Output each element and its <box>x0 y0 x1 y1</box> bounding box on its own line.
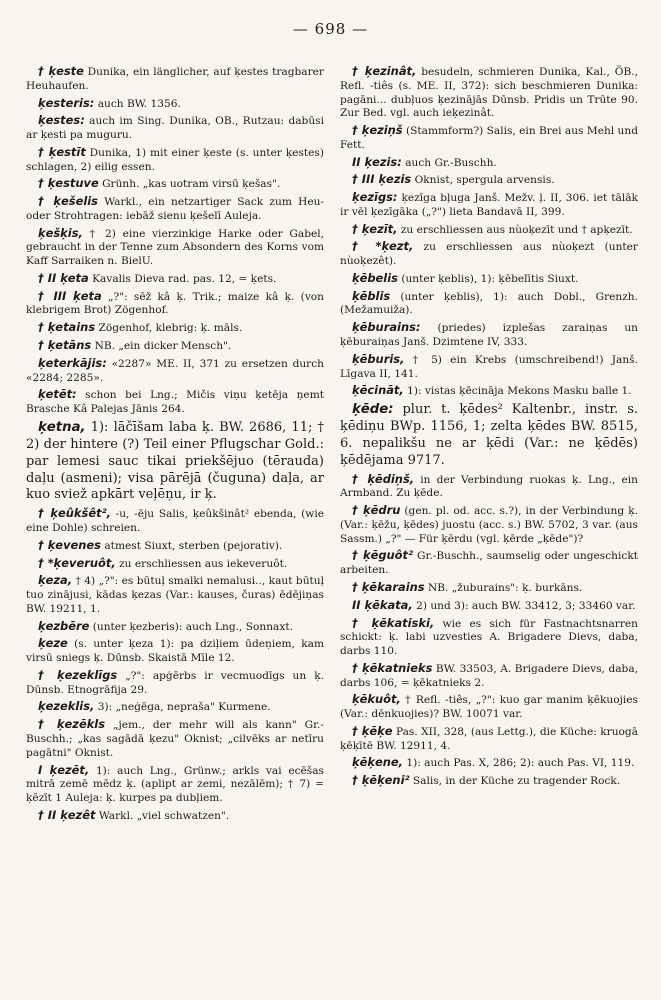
entry-headword: ķēde: <box>352 402 394 418</box>
entry-definition: besudeln, schmieren Dunika, Kal., ÖB., Refl. -tiês (s. ME. II, 372): sich beschmieren Dunika: pagāni... dubļuos ķezinājās Dūnsb. Pridis un Trūte 90. Zur Bed. vgl. auch ieķezinât. <box>340 66 638 120</box>
entry-headword: ķēķene, <box>352 755 403 770</box>
entry-headword: † ķetāns <box>38 338 92 353</box>
dictionary-entry <box>26 619 324 635</box>
entry-definition: † 2) eine vierzinkige Harke oder Gabel, gebraucht in der Tenne zum Absondern des Korns vom Kaff Sarraiken n. BielU. <box>26 227 324 268</box>
dictionary-entry <box>340 580 638 596</box>
entry-definition: (priedes) izplešas zaraiņas un ķēburaiņas Janš. Dzimtene IV, 333. <box>340 322 638 349</box>
entry-definition: † 5) ein Krebs (umschreibend!) Janš. Līgava II, 141. <box>340 353 638 380</box>
entry-headword: I ķezēt, <box>38 762 90 777</box>
dictionary-entry <box>26 145 324 175</box>
dictionary-entry <box>340 172 638 188</box>
entry-headword: † ķēguôt² <box>352 548 414 563</box>
dictionary-entry <box>26 96 324 112</box>
dictionary-entry <box>26 387 324 417</box>
entry-definition: Pas. XII, 328, (aus Lettg.), die Küche: kruogā ķēķītē BW. 12911, 4. <box>340 725 638 752</box>
entry-definition: Oknist, spergula arvensis. <box>411 174 555 187</box>
entry-headword: † ķestīt <box>38 144 86 159</box>
entry-definition: Warkl., ein netzartiger Sack zum Heu- oder Strohtragen: iebāž sienu ķešelī Auleja. <box>26 196 324 222</box>
entry-definition: auch BW. 1356. <box>94 97 181 110</box>
dictionary-entry <box>26 699 324 715</box>
dictionary-entry <box>340 352 638 382</box>
entry-headword: ķēkuôt, <box>352 692 401 707</box>
dictionary-entry <box>340 123 638 153</box>
entry-headword: ķeze <box>38 636 68 651</box>
dictionary-entry <box>26 506 324 536</box>
dictionary-entry <box>340 289 638 319</box>
entry-headword: † ķēdiņš, <box>352 471 415 486</box>
entry-headword: † ķēkatnieks <box>352 660 433 675</box>
entry-definition: Warkl. „viel schwatzen". <box>95 809 230 822</box>
entry-definition: 3): „neģēga, nepraša" Kurmene. <box>94 701 271 714</box>
entry-headword: † II ķezêt <box>38 807 96 822</box>
entry-definition: atmest Siuxt, sterben (pejorativ). <box>101 539 283 552</box>
entry-headword: † ķēķeni² <box>352 773 410 788</box>
entry-headword: † ķēdru <box>352 503 401 518</box>
dictionary-entry <box>26 573 324 616</box>
dictionary-entry <box>26 808 324 824</box>
entry-definition: 1): auch Lng., Grünw.; arkls vai ecēšas mitrā zemē mēdz ķ. (aplipt ar zemi, nezālēm); † 7) = ķēzīt 1 Auleja: ķ. kurpes pa dubļiem. <box>26 764 324 805</box>
dictionary-entry <box>26 717 324 760</box>
entry-definition: † Refl. -tiês, „?": kuo gar manim ķēkuojies (Var.: dēnkuojies)? BW. 10071 var. <box>340 694 638 721</box>
dictionary-entry <box>26 271 324 287</box>
entry-definition: (unter ķezberis): auch Lng., Sonnaxt. <box>89 620 293 633</box>
entry-definition: Gr.-Buschh., saumselig oder ungeschickt arbeiten. <box>340 550 638 577</box>
entry-definition: „?": apģērbs ir vecmuodīgs un ķ. Dūnsb. Etnogrāfija 29. <box>26 669 324 696</box>
entry-definition: 1): lāčīšam laba ķ. BW. 2686, 11; † 2) der hintere (?) Teil einer Pflugschar Gold.: par lemesi sauc tikai priekšējuo (tērauda) daļu (asmeni); visa pārējā (čuguna) daļa, ar kuo sviež apkārt veļēņu, ir ķ. <box>26 419 324 503</box>
entry-headword: ķeterkājis: <box>38 355 107 370</box>
entry-headword: † ķezinât, <box>352 64 417 78</box>
dictionary-entry <box>340 755 638 771</box>
entry-definition: schon bei Lng.; Mičis viņu ķetēja ņemt Brasche Kâ Palejas Jānis 264. <box>26 389 324 416</box>
dictionary-entry <box>340 598 638 614</box>
dictionary-entry <box>26 356 324 386</box>
entry-headword: † ķeûkšêt², <box>38 506 111 521</box>
dictionary-entry <box>26 338 324 354</box>
entry-headword: † III ķeta <box>38 288 102 303</box>
entry-headword: ķestes: <box>38 113 85 128</box>
entry-headword: † ķezeklīgs <box>38 667 118 682</box>
entry-headword: † *ķeveruôt, <box>38 555 116 570</box>
entry-definition: Kavalis Dieva rad. pas. 12, = ķets. <box>88 272 277 285</box>
entry-headword: ķeza, <box>38 573 73 588</box>
dictionary-entry <box>340 383 638 399</box>
entry-definition: Salis, in der Küche zu tragender Rock. <box>409 775 621 788</box>
entry-headword: ķēbelis <box>352 270 398 285</box>
entry-headword: ķezīgs: <box>352 190 398 205</box>
entry-definition: 1): vistas ķēcināja Mekons Masku balle 1. <box>403 385 632 398</box>
entry-headword: ķešķis, <box>38 225 83 240</box>
dictionary-entry <box>26 636 324 666</box>
entry-headword: † ķēķe <box>352 723 393 738</box>
entry-definition: «2287» ME. II, 371 zu ersetzen durch «2284; 2285». <box>26 357 324 384</box>
entry-headword: ķetna, <box>38 419 86 435</box>
dictionary-entry <box>26 419 324 504</box>
entry-headword: † ķestuve <box>38 176 99 191</box>
entry-definition: (Stammform?) Salis, ein Brei aus Mehl und Fett. <box>340 125 638 151</box>
entry-definition: NB. „žuburains": ķ. burkāns. <box>424 582 583 594</box>
entry-definition: ķezīga bļuga Janš. Mežv. ļ. II, 306. iet tālāk ir vēl ķezīgāka („?") lieta Bandavā II, 399. <box>340 192 638 218</box>
dictionary-entry <box>26 763 324 806</box>
entry-headword: † *ķezt, <box>352 239 414 254</box>
dictionary-entry <box>340 661 638 691</box>
entry-headword: II ķezis: <box>352 154 402 169</box>
dictionary-entry <box>340 503 638 546</box>
page-number: — 698 — <box>292 20 369 38</box>
entry-definition: auch im Sing. Dunika, OB., Rutzau: dabūsi ar ķesti pa muguru. <box>26 115 324 142</box>
entry-headword: † ķetains <box>38 320 96 335</box>
dictionary-entry <box>26 176 324 192</box>
dictionary-entry <box>26 289 324 319</box>
entry-headword: † ķeste <box>38 64 84 78</box>
dictionary-entry <box>340 548 638 578</box>
entry-definition: -u, -ēju Salis, ķeûkšinât² ebenda, (wie eine Dohle) schreien. <box>26 508 324 535</box>
entry-headword: † ķešelis <box>38 194 98 209</box>
dictionary-entry <box>340 616 638 659</box>
left-column <box>26 64 324 989</box>
entry-headword: ķetēt: <box>38 387 77 402</box>
entry-definition: plur. t. ķēdes² Kaltenbr., instr. s. ķēdiņu BWp. 1156, 1; zelta ķēdes BW. 8515, 6. nepalikšu ne ar ķēdi (Var.: ne ķēdēs) ķēdējama 9717. <box>340 402 638 468</box>
entry-definition: Dunika, ein länglicher, auf ķestes tragbarer Heuhaufen. <box>26 66 324 92</box>
entry-headword: ķēcināt, <box>352 383 404 398</box>
entry-headword: ķēblis <box>352 288 391 303</box>
entry-definition: „jem., der mehr will als kann" Gr.-Buschh.; „kas sagādā ķezu" Oknist; „cilvēks ar netīru pagātni" Oknist. <box>26 719 324 759</box>
right-column <box>340 64 638 989</box>
entry-headword: ķēburains: <box>352 320 421 335</box>
dictionary-entry <box>340 773 638 789</box>
entry-definition: Zögenhof, klebrig: ķ. māls. <box>95 322 243 335</box>
dictionary-entry <box>340 401 638 470</box>
entry-definition: auch Gr.-Buschh. <box>401 156 497 169</box>
dictionary-entry <box>26 668 324 698</box>
entry-headword: ķēburis, <box>352 351 405 366</box>
dictionary-entry <box>340 64 638 121</box>
entry-headword: † III ķezis <box>352 172 412 187</box>
dictionary-entry <box>26 226 324 269</box>
entry-definition: (gen. pl. od. acc. s.?), in der Verbindung ķ. (Var.: ķēžu, ķēdes) juostu (acc. s.) BW. 5702, 3 var. (aus Sassm.) „?" — Für ķērdu (vgl. ķērde „ķēde")? <box>340 505 638 545</box>
entry-definition: 1): auch Pas. X, 286; 2): auch Pas. VI, 119. <box>402 757 635 770</box>
entry-definition: „?": sēž kâ ķ. Trik.; maize kâ ķ. (von klebrigem Brot) Zögenhof. <box>26 290 324 317</box>
entry-headword: † ķēkatiski, <box>352 615 435 630</box>
entry-definition: Grünh. „kas uotram virsū ķešas". <box>98 178 281 191</box>
entry-definition: (unter ķeblis), 1): auch Dobl., Grenzh. (Mežamuiža). <box>340 290 638 317</box>
dictionary-entry <box>340 472 638 502</box>
entry-headword: ķezbēre <box>38 618 90 633</box>
entry-headword: † II ķeta <box>38 270 89 285</box>
entry-definition: in der Verbindung ruokas ķ. Lng., ein Armband. Zu ķēde. <box>340 473 638 500</box>
dictionary-entry <box>26 320 324 336</box>
dictionary-entry <box>26 194 324 224</box>
entry-definition: zu erschliessen aus iekeveruôt. <box>115 557 288 570</box>
entry-definition: NB. „ein dicker Mensch". <box>91 340 232 353</box>
entry-headword: ķesteris: <box>38 95 95 110</box>
entry-headword: † ķezēkls <box>38 717 106 732</box>
dictionary-entry <box>340 155 638 171</box>
entry-headword: II ķēkata, <box>352 597 413 612</box>
entry-definition: † 4) „?": es būtuļ smalki nemalusi.., kaut būtuļ tuo zinājusi, kādas ķezas (Var.: kauses, čuras) ēdējiņas BW. 19211, 1. <box>26 575 324 615</box>
entry-headword: † ķeziņš <box>352 123 403 138</box>
dictionary-entry <box>26 64 324 94</box>
dictionary-entry <box>340 239 638 269</box>
entry-definition: wie es sich für Fastnachtsnarren schickt: ķ. labi uzvesties A. Brigadere Dievs, daba, darbs 110. <box>340 617 638 658</box>
dictionary-entry <box>340 190 638 220</box>
entry-headword: † ķezīt, <box>352 221 398 236</box>
entry-definition: BW. 33503, A. Brigadere Dievs, daba, darbs 106, = ķēkatnieks 2. <box>340 662 638 689</box>
entry-definition: Dunika, 1) mit einer ķeste (s. unter ķestes) schlagen, 2) eilig essen. <box>26 146 324 173</box>
entry-definition: (s. unter ķeza 1): pa dziļiem ūdeņiem, kam virsū sniegs ķ. Dūnsb. Skaistā Mīle 12. <box>26 638 324 665</box>
entry-definition: zu erschliessen aus nùoķezīt und † apķezīt. <box>397 223 633 236</box>
dictionary-entry <box>26 556 324 572</box>
entry-definition: zu erschliessen aus nùoķezt (unter nùoķezêt). <box>340 241 638 268</box>
dictionary-entry <box>340 724 638 754</box>
entry-headword: † ķevenes <box>38 537 101 552</box>
entry-headword: † ķēkarains <box>352 580 425 594</box>
dictionary-entry <box>26 538 324 554</box>
dictionary-entry <box>340 692 638 722</box>
dictionary-entry <box>26 113 324 143</box>
dictionary-entry <box>340 320 638 350</box>
dictionary-entry <box>340 271 638 287</box>
entry-definition: (unter ķeblis), 1): ķēbelītis Siuxt. <box>397 272 579 285</box>
dictionary-entry <box>340 222 638 238</box>
entry-headword: ķezeklis, <box>38 699 95 714</box>
entry-definition: 2) und 3): auch BW. 33412, 3; 33460 var. <box>412 599 636 612</box>
